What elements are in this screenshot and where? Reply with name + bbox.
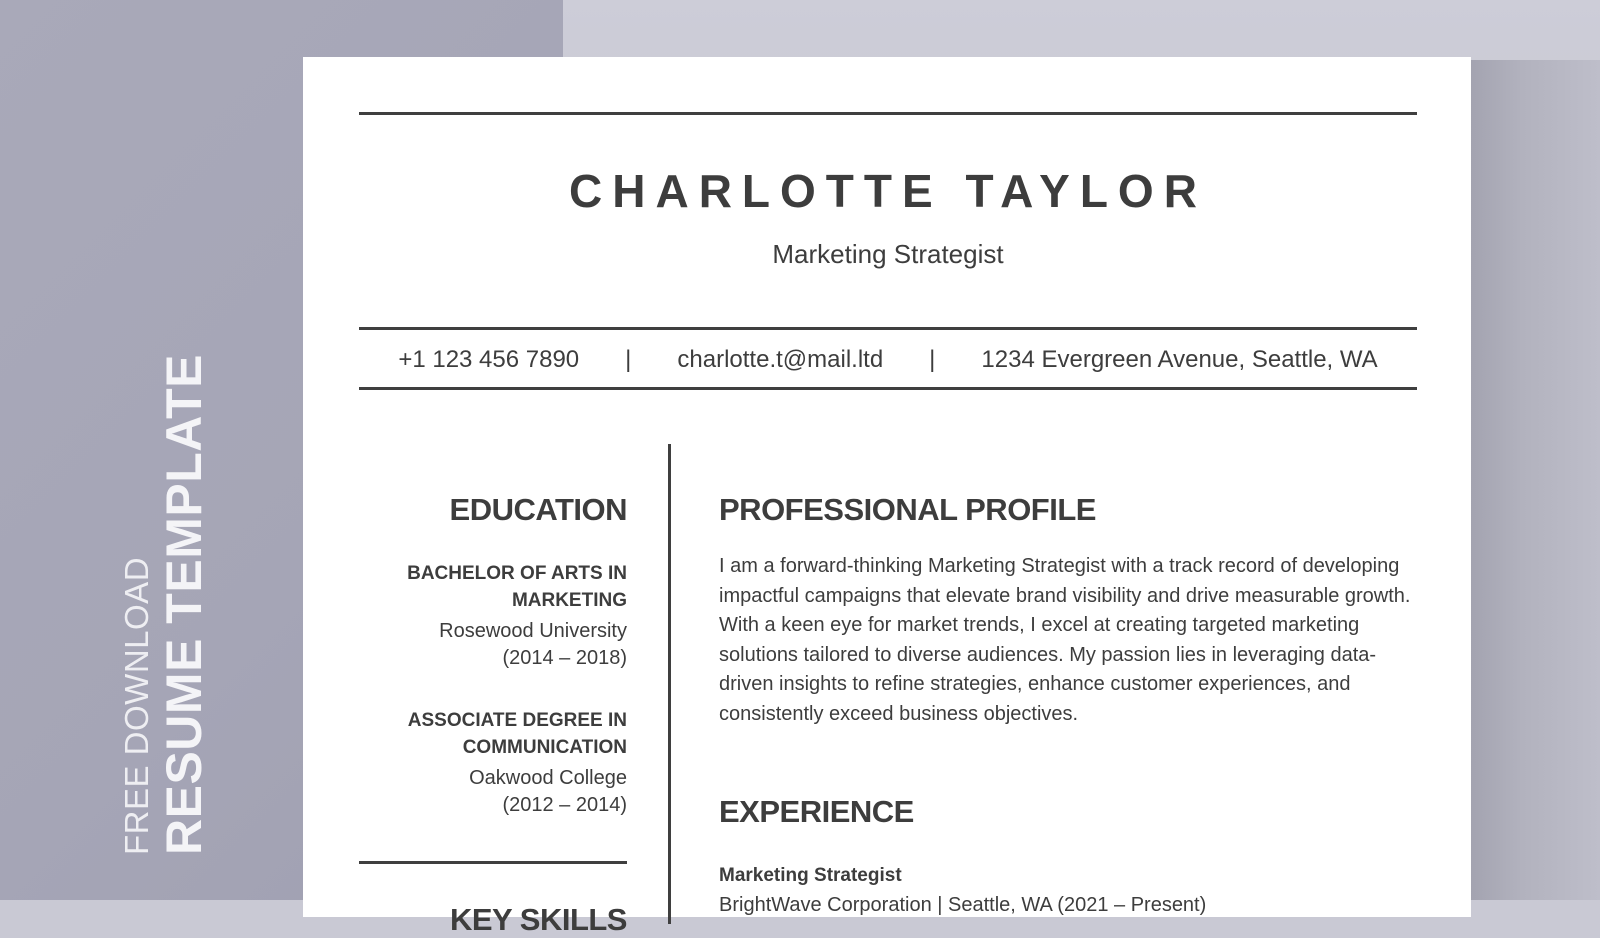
- contact-email: charlotte.t@mail.ltd: [677, 346, 884, 373]
- job-title: Marketing Strategist: [719, 865, 902, 886]
- top-divider: [359, 112, 1417, 115]
- school-years: (2012 – 2014): [502, 794, 627, 816]
- education-item: [359, 560, 627, 672]
- education-school: [359, 618, 627, 672]
- degree-line: COMMUNICATION: [462, 737, 627, 758]
- contact-phone: +1 123 456 7890: [398, 346, 580, 373]
- degree-line: ASSOCIATE DEGREE IN: [407, 710, 627, 731]
- degree-line: BACHELOR OF ARTS IN: [407, 563, 627, 584]
- school-name: Oakwood College: [469, 767, 627, 789]
- resume-name: CHARLOTTE TAYLOR: [569, 165, 1207, 217]
- contact-separator: |: [929, 346, 936, 373]
- contact-bar: [359, 337, 1417, 383]
- column-divider: [668, 444, 671, 924]
- resume-job-title: Marketing Strategist: [772, 239, 1004, 269]
- degree-line: MARKETING: [511, 590, 627, 611]
- school-years: (2014 – 2018): [502, 647, 627, 669]
- education-school: [359, 765, 627, 819]
- school-name: Rosewood University: [439, 620, 627, 642]
- contact-bottom-divider: [359, 387, 1417, 390]
- education-heading: EDUCATION: [449, 492, 627, 527]
- skills-divider: [359, 861, 627, 864]
- background-shadow: [1470, 60, 1600, 900]
- education-degree: [359, 560, 627, 614]
- contact-address: 1234 Evergreen Avenue, Seattle, WA: [981, 346, 1378, 373]
- education-degree: [359, 707, 627, 761]
- contact-separator: |: [625, 346, 632, 373]
- resume-page: [303, 57, 1471, 937]
- contact-top-divider: [359, 327, 1417, 330]
- education-item: [359, 707, 627, 819]
- professional-profile-text: I am a forward-thinking Marketing Strategist with a track record of developing impactful campaigns that elevate brand visibility and drive measurable growth. With a keen eye for market trends, I excel at creating targeted marketing solutions tailored to diverse audiences. My passion lies in leveraging data-driven insights to refine strategies, enhance customer experiences, and consistently exceed business objectives.: [719, 555, 1411, 725]
- professional-profile-heading: PROFESSIONAL PROFILE: [719, 492, 1096, 527]
- promo-resume-template: RESUME TEMPLATE: [156, 353, 212, 855]
- promo-free-download: FREE DOWNLOAD: [118, 556, 155, 855]
- key-skills-heading: KEY SKILLS: [449, 902, 627, 937]
- job-company-location: BrightWave Corporation | Seattle, WA (2021 – Present): [719, 894, 1207, 916]
- promo-vertical-text: [118, 354, 212, 855]
- experience-heading: EXPERIENCE: [719, 794, 914, 829]
